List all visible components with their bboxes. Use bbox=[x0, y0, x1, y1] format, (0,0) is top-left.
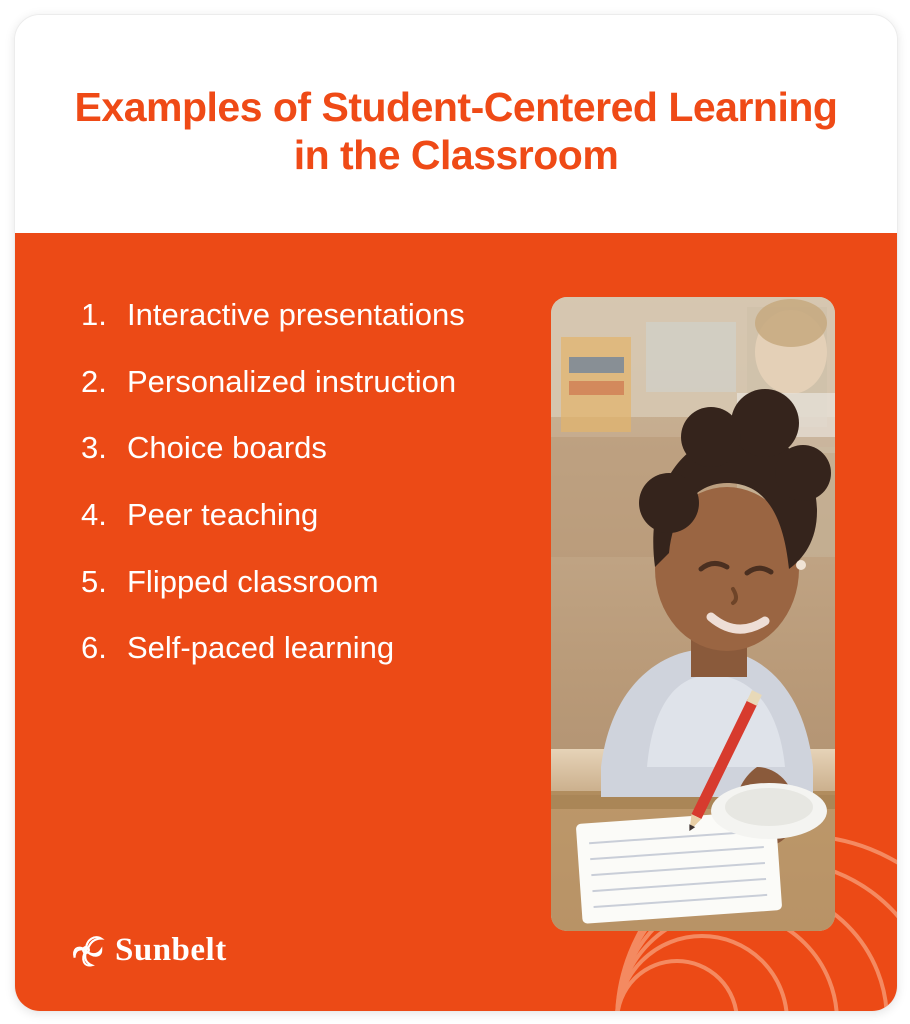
brand-logo bbox=[67, 931, 227, 969]
list-item-label: Peer teaching bbox=[127, 497, 319, 533]
list-item-number: 1. bbox=[81, 297, 107, 332]
list-item bbox=[81, 628, 511, 668]
page-title: Examples of Student-Centered Learning in the Classroom bbox=[74, 83, 838, 178]
list-item bbox=[81, 495, 511, 535]
list-item-label: Choice boards bbox=[127, 430, 327, 466]
sunbelt-swirl-icon bbox=[67, 931, 105, 969]
brand-name: Sunbelt bbox=[115, 931, 227, 968]
list-item-number: 5. bbox=[81, 563, 107, 599]
list-item bbox=[81, 295, 511, 335]
photo-image bbox=[551, 297, 835, 931]
list-item bbox=[81, 562, 511, 602]
card-header bbox=[15, 15, 897, 233]
infographic-card bbox=[14, 14, 898, 1012]
list-item-number: 2. bbox=[81, 363, 107, 399]
list-item-label: Self-paced learning bbox=[127, 630, 395, 666]
list-item-number: 6. bbox=[81, 630, 107, 666]
list-item-label: Flipped classroom bbox=[127, 563, 379, 599]
list-item-number: 4. bbox=[81, 497, 107, 533]
content-panel bbox=[15, 233, 897, 1011]
list-item-number: 3. bbox=[81, 430, 107, 466]
list-item bbox=[81, 428, 511, 468]
list-item-label: Interactive presentations bbox=[127, 297, 465, 332]
list-item-label: Personalized instruction bbox=[127, 363, 457, 399]
examples-list bbox=[81, 295, 511, 695]
list-item bbox=[81, 362, 511, 402]
